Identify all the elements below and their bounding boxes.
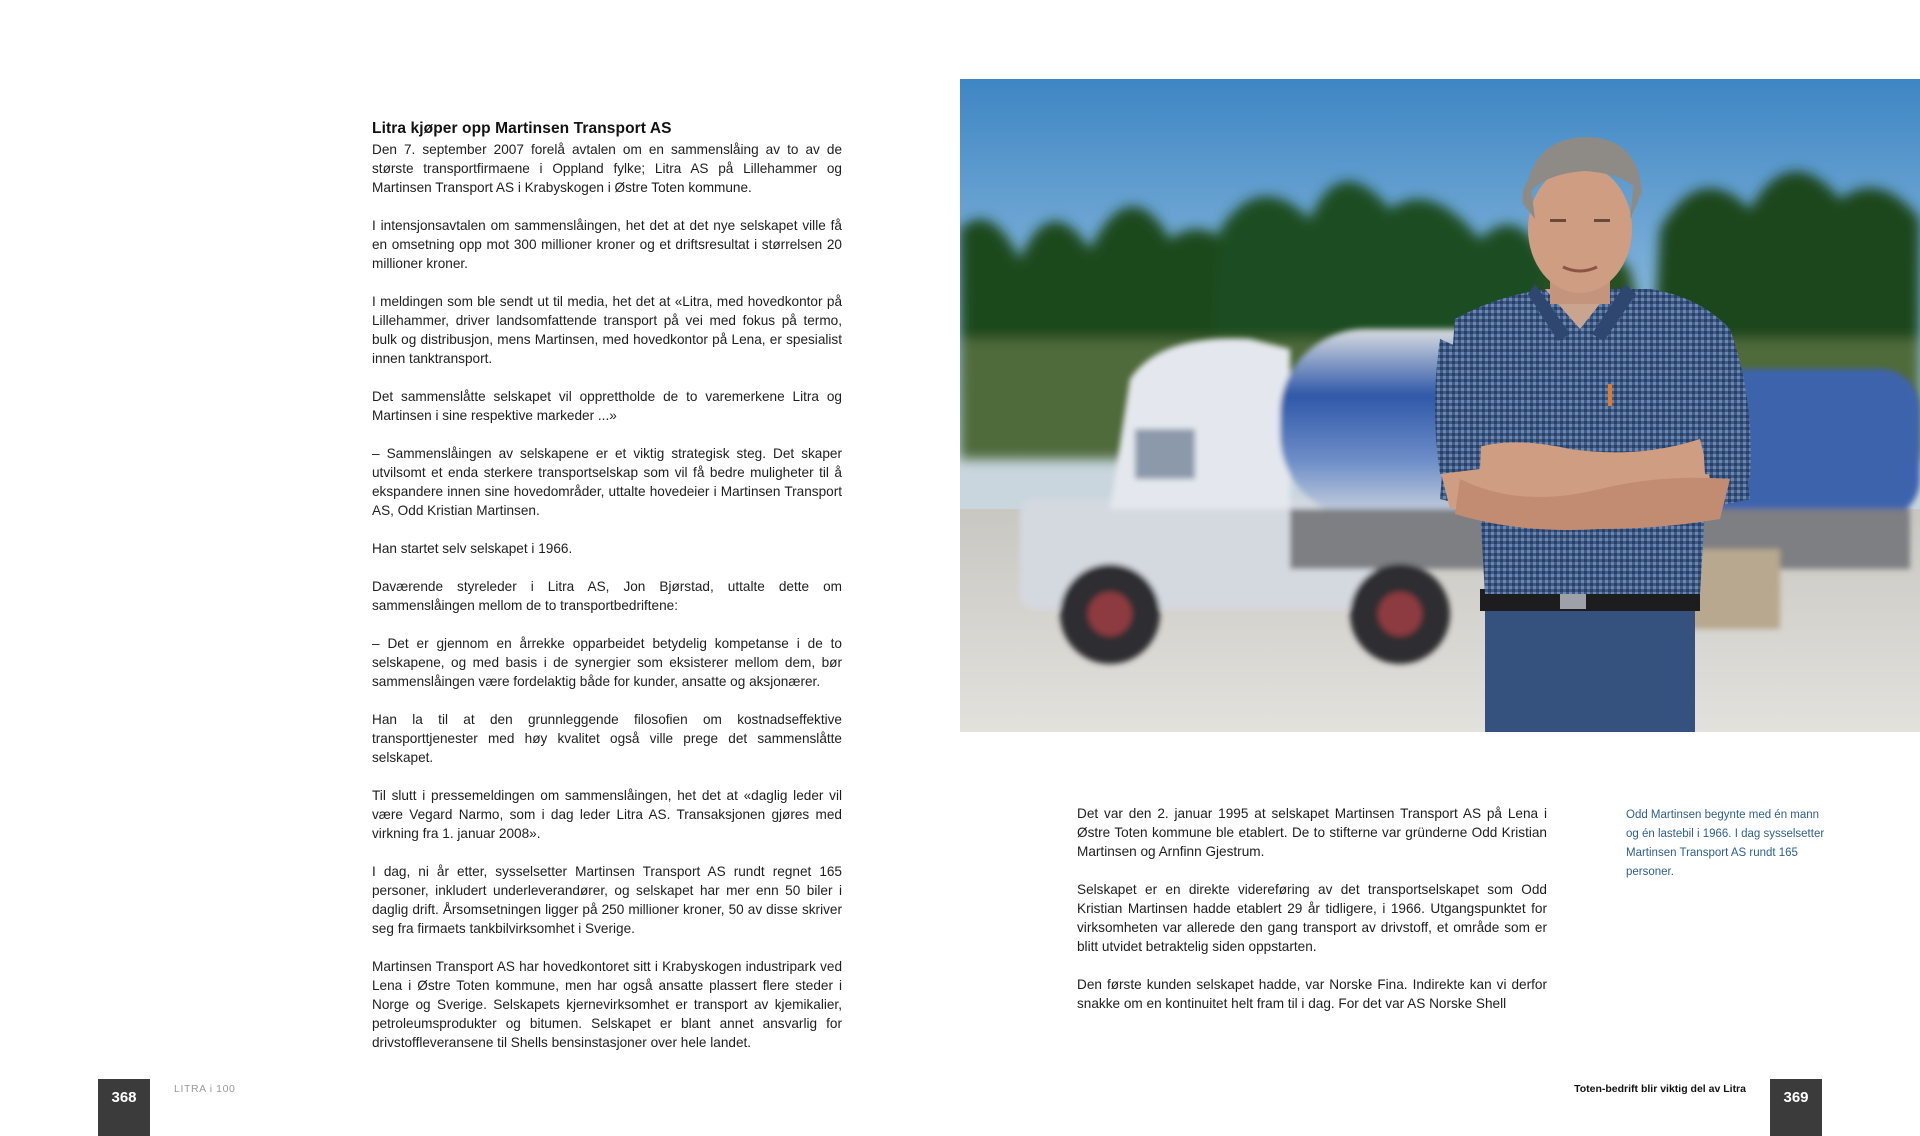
paragraph: I intensjonsavtalen om sammenslåingen, het det at det nye selskapet ville få en omsetning opp mot 300 millioner kroner og et driftsresultat i størrelsen 20 millioner kroner. [372, 218, 842, 271]
page-number-left: 368 [98, 1079, 150, 1136]
paragraph: Martinsen Transport AS har hovedkontoret sitt i Krabyskogen industripark ved Lena i Østre Toten kommune, men har også ansatte plassert flere steder i Norge og Sverige. Selskapets kjernevirksomhet er transport av kjemikalier, petroleumsprodukter og bitumen. Selskapet er blant annet ansvarlig for drivstoffleveransene til Shells bensinstasjoner over hele landet. [372, 959, 842, 1050]
paragraph: Den 7. september 2007 forelå avtalen om en sammenslåing av to av de største transportfirmaene i Oppland fylke; Litra AS på Lillehammer og Martinsen Transport AS i Krabyskogen i Østre Toten kommune. [372, 142, 842, 195]
running-title-right: Toten-bedrift blir viktig del av Litra [1574, 1083, 1746, 1095]
left-article [372, 120, 842, 1071]
paragraph: Han la til at den grunnleggende filosofien om kostnadseffektive transporttjenester med høy kvalitet også ville prege det sammenslåtte selskapet. [372, 712, 842, 765]
paragraph: Han startet selv selskapet i 1966. [372, 541, 573, 556]
paragraph: Til slutt i pressemeldingen om sammenslåingen, het det at «daglig leder vil være Vegard Narmo, som i dag leder Litra AS. Transaksjonen gjøres med virkning fra 1. januar 2008». [372, 788, 842, 841]
page-number-right: 369 [1770, 1079, 1822, 1136]
article-heading: Litra kjøper opp Martinsen Transport AS [372, 120, 672, 137]
photo-caption: Odd Martinsen begynte med én mann og én lastebil i 1966. I dag sysselsetter Martinsen Transport AS rundt 165 personer. [1626, 809, 1825, 878]
paragraph: Daværende styreleder i Litra AS, Jon Bjørstad, uttalte dette om sammenslåingen mellom de to transportbedriftene: [372, 579, 842, 613]
running-title-left: LITRA i 100 [174, 1083, 236, 1095]
paragraph: Det sammenslåtte selskapet vil opprettholde de to varemerkene Litra og Martinsen i sine respektive markeder ...» [372, 389, 842, 423]
paragraph: – Det er gjennom en årrekke opparbeidet betydelig kompetanse i de to selskapene, og med basis i de synergier som eksisterer mellom dem, bør sammenslåingen være fordelaktig både for kunder, ansatte og aksjonærer. [372, 636, 842, 689]
paragraph: Den første kunden selskapet hadde, var Norske Fina. Indirekte kan vi derfor snakke om en kontinuitet helt fram til i dag. For det var AS Norske Shell [1077, 977, 1547, 1011]
paragraph: Det var den 2. januar 1995 at selskapet Martinsen Transport AS på Lena i Østre Toten kommune ble etablert. De to stifterne var gründerne Odd Kristian Martinsen og Arnfinn Gjestrum. [1077, 806, 1547, 859]
paragraph: – Sammenslåingen av selskapene er et viktig strategisk steg. Det skaper utvilsomt et enda sterkere transportselskap som vil få bedre muligheter til å ekspandere innen sine hovedområder, uttalte hovedeier i Martinsen Transport AS, Odd Kristian Martinsen. [372, 446, 842, 518]
paragraph: Selskapet er en direkte videreføring av det transportselskapet som Odd Kristian Martinsen hadde etablert 29 år tidligere, i 1966. Utgangspunktet for virksomheten var allerede den gang transport av drivstoff, et område som er blitt utvidet betraktelig siden oppstarten. [1077, 882, 1547, 954]
paragraph: I meldingen som ble sendt ut til media, het det at «Litra, med hovedkontor på Lillehammer, driver landsomfattende transport på vei med fokus på termo, bulk og distribusjon, mens Martinsen, med hovedkontor på Lena, er spesialist innen tanktransport. [372, 294, 842, 366]
paragraph: I dag, ni år etter, sysselsetter Martinsen Transport AS rundt regnet 165 personer, inkludert underleverandører, og selskapet har mer enn 50 biler i daglig drift. Årsomsetningen ligger på 250 millioner kroner, 50 av disse skriver seg fra firmaets tankbilvirksomhet i Sverige. [372, 864, 842, 936]
right-article [1077, 804, 1547, 1032]
portrait-photo [960, 79, 1920, 732]
